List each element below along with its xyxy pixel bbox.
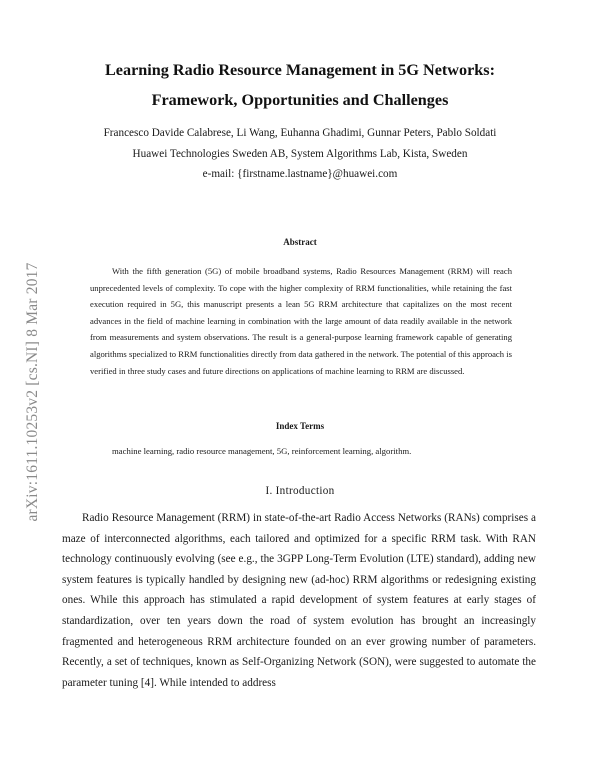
index-terms-list: machine learning, radio resource management, 5G, reinforcement learning, algorithm. bbox=[112, 446, 412, 456]
introduction-paragraph: Radio Resource Management (RRM) in state-of-the-art Radio Access Networks (RANs) comprises a maze of interconnected algorithms, each tailored and optimized for a specific RRM task. With RAN technology continuously evolving (see e.g., the 3GPP Long-Term Evolution (LTE) standard), adding new system features is typically handled by designing new (ad-hoc) RRM algorithms or redesigning existing ones. While this approach has stimulated a rapid development of system features at early stages of standardization, over ten years down the road of system evolution has brought an increasingly fragmented and heterogeneous RRM architecture founded on an ever growing number of parameters. Recently, a set of techniques, known as Self-Organizing Network (SON), were suggested to automate the parameter tuning [4]. While intended to address bbox=[62, 512, 536, 689]
section-heading-introduction: I. Introduction bbox=[265, 485, 335, 497]
abstract-body: With the fifth generation (5G) of mobile broadband systems, Radio Resources Management (RRM) will reach unprecedented levels of complexity. To cope with the higher complexity of RRM functionalities, while retaining the fast execution required in 5G, this manuscript presents a lean 5G RRM architecture that capitalizes on the most recent advances in the field of machine learning in combination with the large amount of data readily available in the network from measurements and system observations. The result is a general-purpose learning framework capable of generating algorithms specialized to RRM functionalities directly from data gathered in the network. The potential of this approach is verified in three study cases and future directions on applications of machine learning to RRM are discussed. bbox=[90, 266, 512, 376]
author-affiliation: Huawei Technologies Sweden AB, System Algorithms Lab, Kista, Sweden bbox=[132, 148, 468, 160]
paper-title-line-1: Learning Radio Resource Management in 5G Networks: bbox=[105, 61, 495, 79]
paper-title-line-2: Framework, Opportunities and Challenges bbox=[151, 91, 449, 109]
index-terms-heading: Index Terms bbox=[275, 421, 325, 431]
abstract-heading: Abstract bbox=[283, 237, 317, 247]
author-email: e-mail: {firstname.lastname}@huawei.com bbox=[202, 168, 398, 180]
arxiv-identifier-stamp: arXiv:1611.10253v2 [cs.NI] 8 Mar 2017 bbox=[24, 262, 41, 522]
author-list: Francesco Davide Calabrese, Li Wang, Euhanna Ghadimi, Gunnar Peters, Pablo Soldati bbox=[103, 127, 497, 139]
